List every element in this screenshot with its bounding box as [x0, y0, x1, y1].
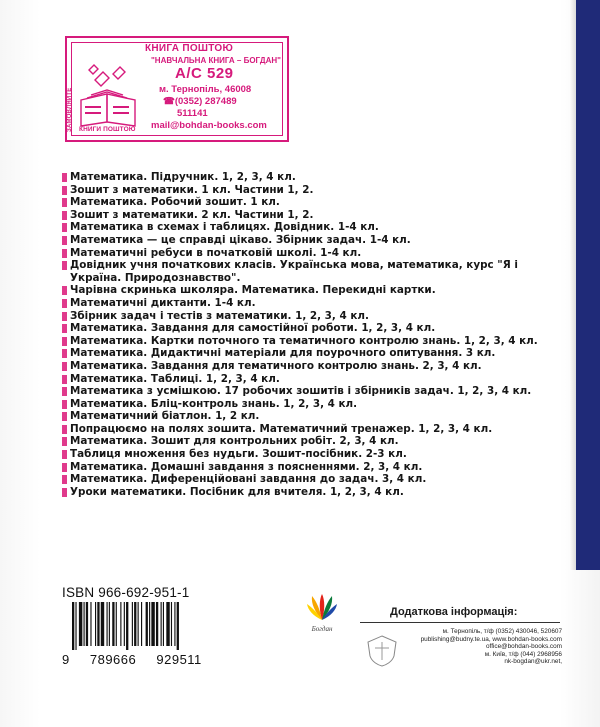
- stamp-po-box: А/С 529: [175, 65, 234, 82]
- contacts-block: [362, 628, 562, 666]
- list-item: Математика. Завдання для самостійної роботи. 1, 2, 3, 4 кл.: [62, 322, 572, 335]
- list-item: Математичні ребуси в початковій школі. 1-4 кл.: [62, 247, 572, 260]
- list-item: Збірник задач і тестів з математики. 1, 2, 3, 4 кл.: [62, 310, 572, 323]
- shield-emblem-icon: [362, 634, 402, 668]
- list-item: Математичний біатлон. 1, 2 кл.: [62, 410, 572, 423]
- stamp-title: КНИГА ПОШТОЮ: [145, 43, 234, 54]
- open-book-icon: [73, 50, 143, 128]
- list-item: Математика. Зошит для контрольних робіт. 2, 3, 4 кл.: [62, 435, 572, 448]
- list-item: Математика. Завдання для тематичного контролю знань. 2, 3, 4 кл.: [62, 360, 572, 373]
- list-item: Математичні диктанти. 1-4 кл.: [62, 297, 572, 310]
- list-item: Математика. Диференційовані завдання до задач. 3, 4 кл.: [62, 473, 572, 486]
- mail-order-stamp: [65, 36, 289, 142]
- contact-line: м. Київ, т/ф (044) 2968956: [484, 650, 562, 658]
- contact-line: publishing@budny.te.ua, www.bohdan-books.com: [420, 635, 562, 643]
- list-item: Математика. Робочий зошит. 1 кл.: [62, 196, 572, 209]
- additional-info-title: Додаткова інформація:: [390, 606, 518, 618]
- stamp-logo-caption: КНИГИ ПОШТОЮ: [79, 126, 136, 133]
- list-item: Математика з усмішкою. 17 робочих зошитів і збірників задач. 1, 2, 3, 4 кл.: [62, 385, 572, 398]
- publisher-logo-text: Богдан: [311, 625, 333, 633]
- contact-line: nk-bogdan@ukr.net,: [504, 658, 562, 666]
- stamp-city: м. Тернопіль, 46008: [159, 84, 252, 95]
- contact-line: office@bohdan-books.com: [485, 643, 562, 651]
- list-item: Математика в схемах і таблицях. Довідник. 1-4 кл.: [62, 221, 572, 234]
- barcode-icon: [72, 602, 222, 650]
- list-item: Чарівна скринька школяра. Математика. Перекидні картки.: [62, 284, 572, 297]
- stamp-side-label: ЗАМОВЛЯЙТЕ: [67, 87, 73, 132]
- list-item: Математика. Картки поточного та тематичного контролю знань. 1, 2, 3, 4 кл.: [62, 335, 572, 348]
- list-item: Довідник учня початкових класів. Українська мова, математика, курс "Я і Україна. Природознавство".: [62, 259, 540, 284]
- book-list: [62, 171, 572, 498]
- divider: [360, 622, 560, 623]
- publisher-logo-icon: [305, 590, 339, 634]
- list-item: Математика. Домашні завдання з поясненнями. 2, 3, 4 кл.: [62, 461, 572, 474]
- contact-line: м. Тернопіль, т/ф (0352) 430046, 520607: [442, 628, 562, 635]
- stamp-phone: ☎(0352) 287489: [163, 96, 237, 107]
- list-item: Математика. Підручник. 1, 2, 3, 4 кл.: [62, 171, 572, 184]
- list-item: Математика. Бліц-контроль знань. 1, 2, 3, 4 кл.: [62, 398, 572, 411]
- stamp-phone2: 511141: [177, 108, 208, 119]
- barcode-digit-group: 929511: [156, 652, 202, 667]
- stamp-subtitle: "НАВЧАЛЬНА КНИГА – БОГДАН": [151, 56, 281, 65]
- cover-spine-edge: [576, 0, 600, 570]
- list-item: Математика — це справді цікаво. Збірник задач. 1-4 кл.: [62, 234, 572, 247]
- barcode-digit-group: 789666: [89, 652, 137, 667]
- barcode-digit-group: 9: [62, 652, 70, 667]
- list-item: Математика. Дидактичні матеріали для поурочного опитування. 3 кл.: [62, 347, 572, 360]
- list-item: Зошит з математики. 1 кл. Частини 1, 2.: [62, 184, 572, 197]
- list-item: Попрацюємо на полях зошита. Математичний тренажер. 1, 2, 3, 4 кл.: [62, 423, 572, 436]
- stamp-email: mail@bohdan-books.com: [151, 120, 267, 131]
- list-item: Математика. Таблиці. 1, 2, 3, 4 кл.: [62, 373, 572, 386]
- list-item: Таблиця множення без нудьги. Зошит-посібник. 2-3 кл.: [62, 448, 572, 461]
- list-item: Зошит з математики. 2 кл. Частини 1, 2.: [62, 209, 572, 222]
- list-item: Уроки математики. Посібник для вчителя. 1, 2, 3, 4 кл.: [62, 486, 572, 499]
- barcode-digits: [62, 652, 252, 667]
- isbn-text: ISBN 966-692-951-1: [62, 585, 190, 600]
